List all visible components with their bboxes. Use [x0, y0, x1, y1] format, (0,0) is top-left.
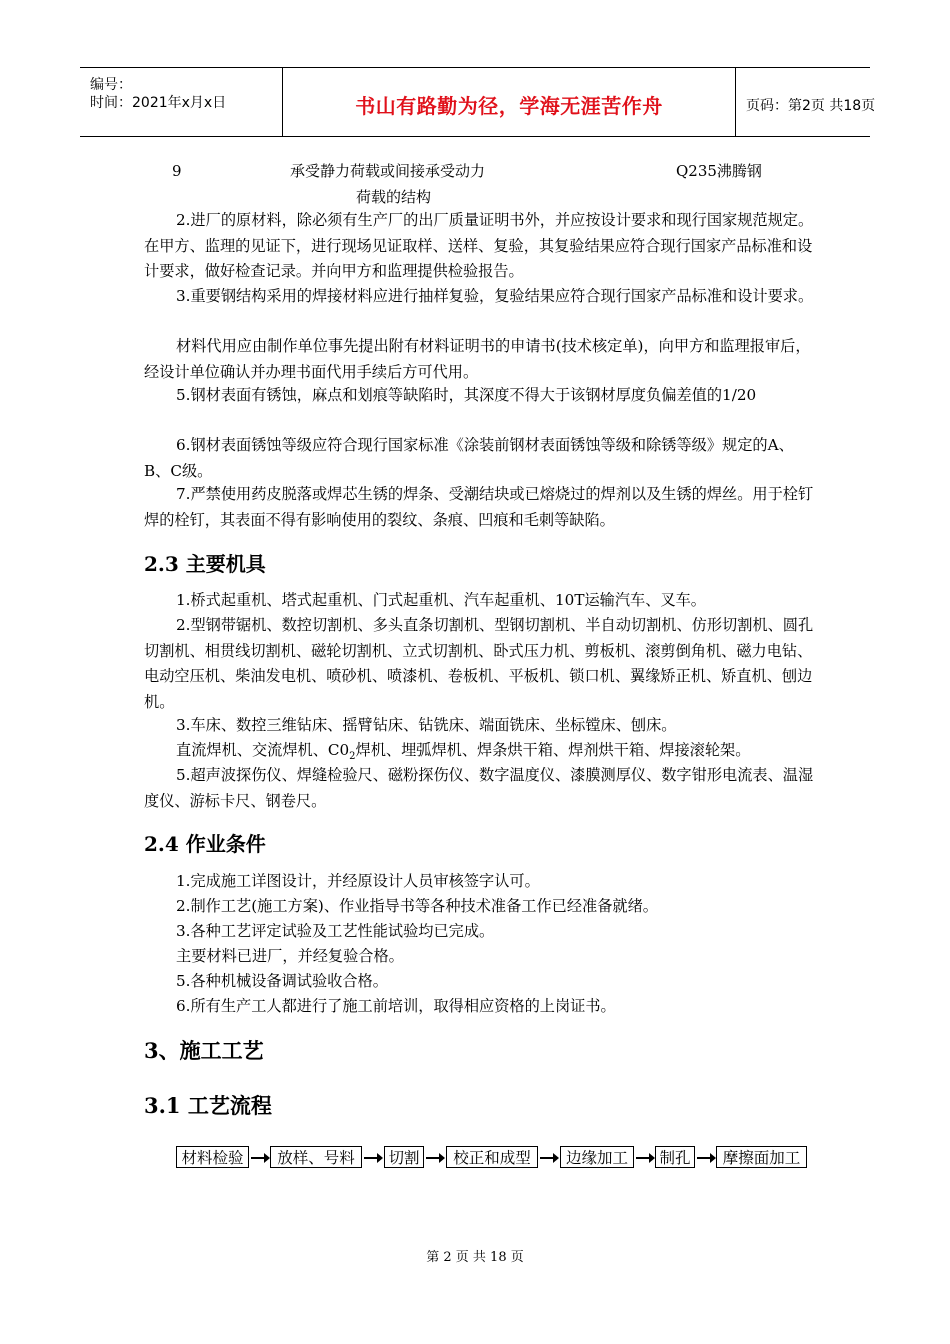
date-label: 时间：2021年x月x日 [90, 95, 227, 111]
table-row-description-2: 荷载的结构 [356, 188, 432, 206]
header-meta-cell [80, 68, 282, 136]
section-heading: 2.3 主要机具 [144, 552, 266, 576]
table-row-number: 9 [172, 162, 182, 180]
condition-item: 主要材料已进厂，并经复验合格。 [176, 947, 404, 965]
equipment-paragraph: 5.超声波探伤仪、焊缝检验尺、磁粉探伤仪、数字温度仪、漆膜测厚仪、数字钳形电流表、温湿度仪、游标卡尺、钢卷尺。 [144, 766, 814, 810]
flow-step: 材料检验 [176, 1146, 249, 1168]
equipment-paragraph: 3.车床、数控三维钻床、摇臂钻床、钻铣床、端面铣床、坐标镗床、刨床。 [176, 716, 677, 734]
flow-step: 放样、号料 [270, 1146, 362, 1168]
condition-item: 6.所有生产工人都进行了施工前培训，取得相应资格的上岗证书。 [176, 997, 616, 1015]
material-paragraph: 6.钢材表面锈蚀等级应符合现行国家标准《涂装前钢材表面锈蚀等级和除锈等级》规定的A、B、C级。 [144, 436, 794, 480]
page-header [80, 67, 876, 137]
material-paragraph: 3.重要钢结构采用的焊接材料应进行抽样复验，复验结果应符合现行国家产品标准和设计要求。 [176, 287, 814, 305]
condition-item: 3.各种工艺评定试验及工艺性能试验均已完成。 [176, 922, 495, 940]
flow-step: 切割 [384, 1146, 424, 1168]
section-heading: 3.1 工艺流程 [144, 1093, 272, 1118]
equipment-paragraph: 2.型钢带锯机、数控切割机、多头直条切割机、型钢切割机、半自动切割机、仿形切割机、圆孔切割机、相贯线切割机、磁轮切割机、立式切割机、卧式压力机、剪板机、滚剪倒角机、磁力电钻、电动空压机、柴油发电机、喷砂机、喷漆机、卷板机、平板机、锁口机、翼缘矫正机、矫直机、刨边机。 [144, 616, 814, 711]
code-label: 编号： [90, 77, 132, 93]
material-paragraph: 5.钢材表面有锈蚀，麻点和划痕等缺陷时，其深度不得大于该钢材厚度负偏差值的1/20 [176, 386, 757, 404]
flow-step: 摩擦面加工 [716, 1146, 807, 1168]
arrow-right-icon [426, 1157, 443, 1159]
welders-text-pre: 直流焊机、交流焊机、C0 [176, 741, 350, 759]
condition-item: 5.各种机械设备调试验收合格。 [176, 972, 388, 990]
motto: 书山有路勤为径，学海无涯苦作舟 [355, 94, 663, 118]
flow-step: 校正和成型 [446, 1146, 538, 1168]
arrow-right-icon [636, 1157, 653, 1159]
equipment-paragraph: 1.桥式起重机、塔式起重机、门式起重机、汽车起重机、10T运输汽车、叉车。 [176, 591, 706, 609]
material-paragraph: 2.进厂的原材料，除必须有生产厂的出厂质量证明书外，并应按设计要求和现行国家规范规定。在甲方、监理的见证下，进行现场见证取样、送样、复验，其复验结果应符合现行国家产品标准和设计要求，做好检查记录。并向甲方和监理提供检验报告。 [144, 211, 814, 280]
page-footer: 第 2 页 共 18 页 [426, 1250, 524, 1265]
material-paragraph: 材料代用应由制作单位事先提出附有材料证明书的申请书(技术核定单)，向甲方和监理报审后，经设计单位确认并办理书面代用手续后方可代用。 [144, 337, 811, 381]
arrow-right-icon [364, 1157, 381, 1159]
flow-step: 边缘加工 [560, 1146, 634, 1168]
material-paragraph: 7.严禁使用药皮脱落或焊芯生锈的焊条、受潮结块或已熔烧过的焊剂以及生锈的焊丝。用于栓钉焊的栓钉，其表面不得有影响使用的裂纹、条痕、凹痕和毛刺等缺陷。 [144, 485, 814, 529]
header-motto-cell [282, 68, 736, 136]
page-info: 页码：第2页 共18页 [746, 98, 876, 114]
condition-item: 2.制作工艺(施工方案)、作业指导书等各种技术准备工作已经准备就绪。 [176, 897, 658, 915]
header-page-cell [736, 68, 876, 136]
flow-step: 制孔 [655, 1146, 695, 1168]
chapter-heading: 3、施工工艺 [144, 1038, 264, 1063]
table-row-description-1: 承受静力荷载或间接承受动力 [290, 162, 486, 180]
arrow-right-icon [697, 1157, 714, 1159]
table-row-material: Q235沸腾钢 [676, 162, 762, 180]
condition-item: 1.完成施工详图设计，并经原设计人员审核签字认可。 [176, 872, 540, 890]
arrow-right-icon [540, 1157, 557, 1159]
welders-subscript: 2 [349, 751, 356, 763]
welders-text-post: 焊机、埋弧焊机、焊条烘干箱、焊剂烘干箱、焊接滚轮架。 [355, 741, 751, 759]
section-heading: 2.4 作业条件 [144, 832, 266, 856]
arrow-right-icon [251, 1157, 268, 1159]
